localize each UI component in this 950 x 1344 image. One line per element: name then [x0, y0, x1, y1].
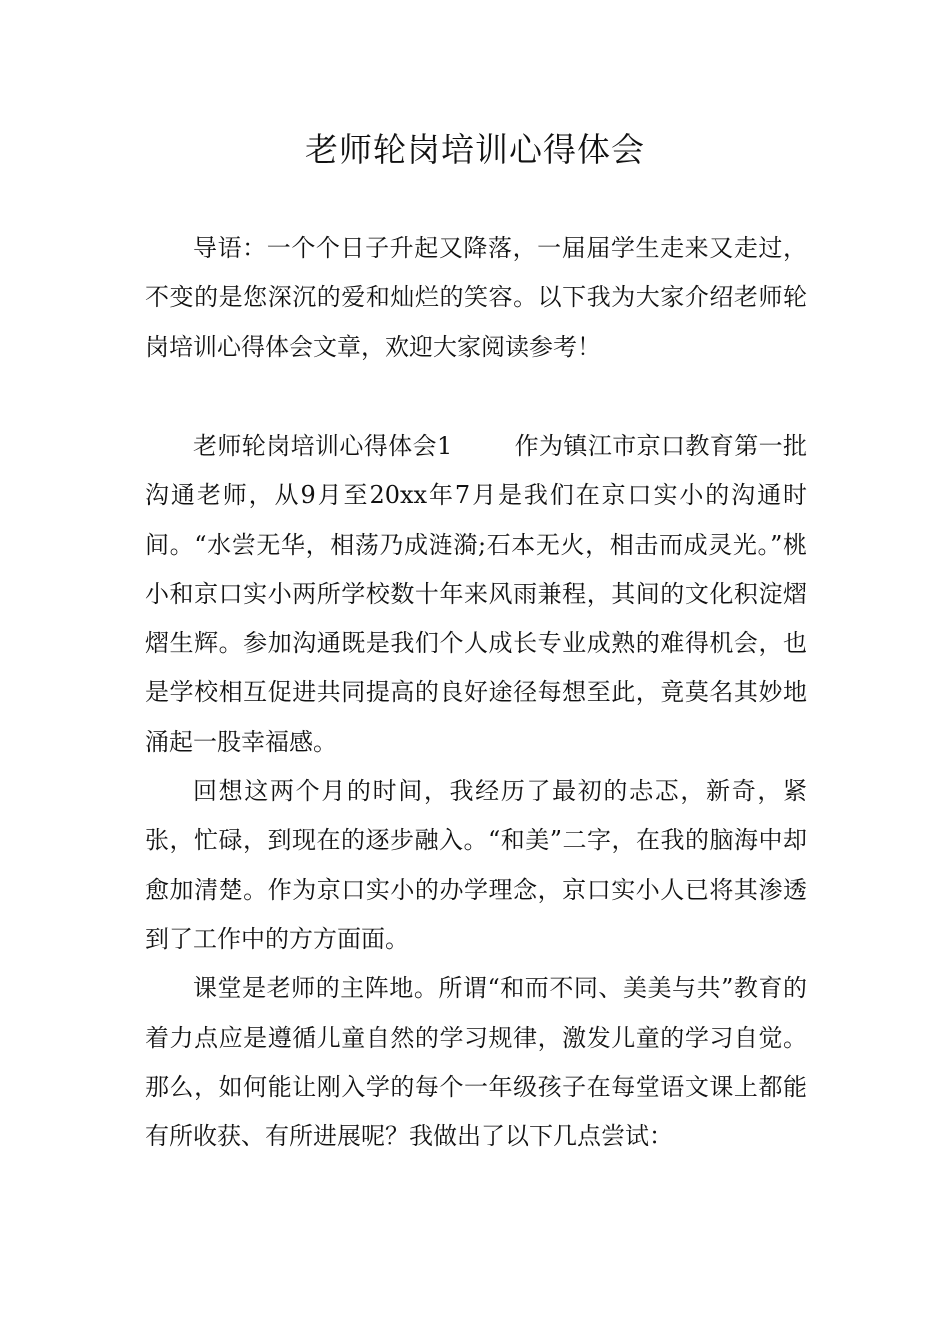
section-block — [145, 422, 807, 1161]
intro-paragraph: 导语：一个个日子升起又降落，一届届学生走来又走过，不变的是您深沉的爱和灿烂的笑容。以下我为大家介绍老师轮岗培训心得体会文章，欢迎大家阅读参考！ — [145, 234, 807, 361]
paragraph-2: 回想这两个月的时间，我经历了最初的忐忑，新奇，紧张，忙碌，到现在的逐步融入。“和美”二字，在我的脑海中却愈加清楚。作为京口实小的办学理念，京口实小人已将其渗透到了工作中的方方面面。 — [145, 777, 807, 953]
section-heading: 老师轮岗培训心得体会1 — [193, 432, 453, 460]
section-first-paragraph — [145, 422, 807, 767]
document-title: 老师轮岗培训心得体会 — [305, 130, 645, 169]
intro-block — [145, 224, 807, 372]
paragraph-3: 课堂是老师的主阵地。所谓“和而不同、美美与共”教育的着力点应是遵循儿童自然的学习规律，激发儿童的学习自觉。那么，如何能让刚入学的每个一年级孩子在每堂语文课上都能有所收获、有所进展呢？我做出了以下几点尝试： — [145, 974, 807, 1151]
paragraph-1: 作为镇江市京口教育第一批沟通老师，从9月至20xx年7月是我们在京口实小的沟通时间。“水尝无华，相荡乃成涟漪;石本无火，相击而成灵光。”桃小和京口实小两所学校数十年来风雨兼程，其间的文化积淀熠熠生辉。参加沟通既是我们个人成长专业成熟的难得机会，也是学校相互促进共同提高的良好途径每想至此，竟莫名其妙地涌起一股幸福感。 — [145, 432, 807, 756]
